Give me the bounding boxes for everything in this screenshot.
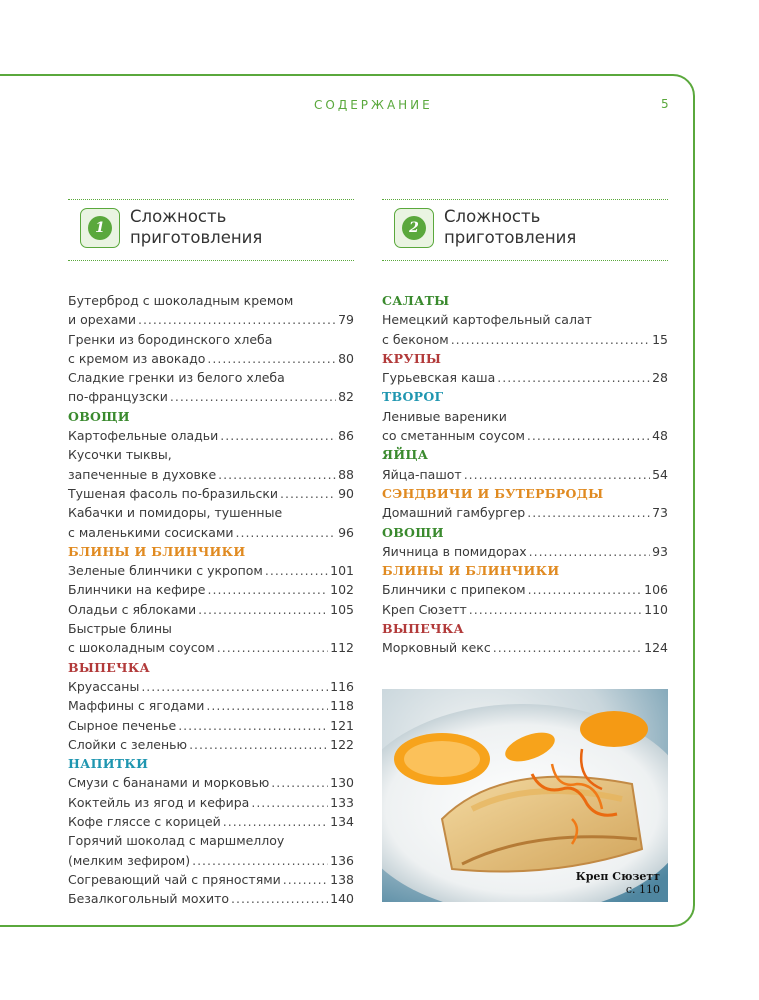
toc-entry-row [382, 600, 668, 619]
toc-entry-row [68, 561, 354, 580]
toc-entry-row [68, 638, 354, 657]
toc-right-column [382, 291, 668, 658]
toc-category-heading: ОВОЩИ [68, 408, 130, 424]
toc-entry-row [68, 523, 354, 542]
toc-entry[interactable] [68, 484, 354, 503]
dot-leader [527, 426, 650, 445]
toc-left-column [68, 291, 354, 909]
toc-entry-title: Блинчики на кефире [68, 582, 206, 598]
toc-entry[interactable] [382, 600, 668, 619]
toc-entry[interactable] [68, 812, 354, 831]
toc-entry-page: 93 [652, 543, 668, 559]
toc-entry-row [68, 716, 354, 735]
toc-entry-page: 124 [644, 640, 668, 656]
toc-entry[interactable] [382, 310, 668, 349]
toc-entry[interactable] [382, 580, 668, 599]
page-header-title: СОДЕРЖАНИЕ [314, 98, 433, 112]
toc-entry-title-line1: Быстрые блины [68, 621, 172, 637]
toc-entry-title-line1: Сладкие гренки из белого хлеба [68, 370, 285, 386]
toc-entry-row [68, 851, 354, 870]
toc-entry-row [382, 426, 668, 445]
toc-entry-row [382, 638, 668, 657]
toc-entry-row [382, 542, 668, 561]
toc-entry-page: 134 [330, 814, 354, 830]
toc-category-heading: КРУПЫ [382, 350, 442, 366]
dot-leader [236, 523, 337, 542]
toc-entry-page: 136 [330, 852, 354, 868]
toc-entry-row [68, 310, 354, 329]
dot-leader [207, 349, 336, 368]
toc-entry-page: 79 [338, 312, 354, 328]
toc-entry[interactable] [68, 889, 354, 908]
toc-entry-title: Картофельные оладьи [68, 428, 219, 444]
level-label-line2: приготовления [130, 228, 263, 247]
toc-entry-page: 90 [338, 485, 354, 501]
toc-category-heading: САЛАТЫ [382, 293, 450, 308]
toc-entry-title: Блинчики с припеком [382, 582, 526, 598]
dot-leader [464, 465, 650, 484]
dot-leader [192, 851, 328, 870]
toc-entry-title: Морковный кекс [382, 640, 491, 656]
toc-entry[interactable] [68, 503, 354, 542]
toc-entry-row [68, 465, 354, 484]
dot-leader [178, 716, 328, 735]
level-badge [394, 208, 434, 248]
toc-entry[interactable] [68, 716, 354, 735]
toc-entry-title: Зеленые блинчики с укропом [68, 563, 263, 579]
toc-category-heading: ВЫПЕЧКА [382, 621, 464, 637]
dot-leader [223, 812, 328, 831]
toc-entry-title-line1: Кусочки тыквы, [68, 447, 172, 463]
toc-entry-title: Тушеная фасоль по-бразильски [68, 485, 278, 501]
toc-entry-page: 15 [652, 331, 668, 347]
toc-entry-row [68, 793, 354, 812]
toc-entry-page: 101 [330, 563, 354, 579]
toc-entry[interactable] [382, 638, 668, 657]
toc-entry-page: 130 [330, 775, 354, 791]
dot-leader [280, 484, 336, 503]
toc-entry-row [382, 580, 668, 599]
toc-entry[interactable] [68, 831, 354, 870]
toc-entry-title: Круассаны [68, 678, 140, 694]
toc-entry-title-line1: Бутерброд с шоколадным кремом [68, 293, 294, 308]
toc-entry-row [68, 773, 354, 792]
toc-entry-title: со сметанным соусом [382, 428, 525, 444]
toc-entry[interactable] [382, 542, 668, 561]
toc-entry-row [68, 426, 354, 445]
toc-entry-title-line1: Кабачки и помидоры, тушенные [68, 505, 283, 521]
level-label [444, 206, 576, 248]
dot-leader [218, 465, 336, 484]
toc-entry-title: Коктейль из ягод и кефира [68, 794, 250, 810]
toc-entry-page: 118 [330, 698, 354, 714]
dot-leader [206, 696, 328, 715]
toc-entry-title: Кофе гляссе с корицей [68, 814, 221, 830]
recipe-photo-crepe-suzette [382, 689, 668, 902]
toc-entry-title-line1: Гренки из бородинского хлеба [68, 331, 273, 347]
toc-entry[interactable] [68, 619, 354, 658]
toc-entry-row [68, 387, 354, 406]
dot-leader [283, 870, 328, 889]
toc-entry[interactable] [68, 735, 354, 754]
toc-category-heading: СЭНДВИЧИ И БУТЕРБРОДЫ [382, 485, 604, 501]
toc-entry-page: 102 [330, 582, 354, 598]
toc-entry[interactable] [68, 426, 354, 445]
toc-entry-page: 48 [652, 428, 668, 444]
toc-entry-row [68, 600, 354, 619]
dotted-rule [382, 199, 668, 200]
toc-category-heading: ЯЙЦА [382, 447, 429, 463]
dot-leader [141, 677, 328, 696]
toc-entry-row [68, 696, 354, 715]
toc-entry-title: Домашний гамбургер [382, 505, 526, 521]
toc-entry-page: 88 [338, 466, 354, 482]
level-label-line1: Сложность [130, 207, 227, 226]
toc-entry-page: 82 [338, 389, 354, 405]
toc-category-heading: ОВОЩИ [382, 524, 444, 540]
toc-entry-row [382, 330, 668, 349]
dot-leader [493, 638, 642, 657]
toc-entry[interactable] [68, 368, 354, 407]
toc-entry[interactable] [68, 600, 354, 619]
dot-leader [271, 773, 328, 792]
toc-entry-title: Гурьевская каша [382, 370, 496, 386]
toc-entry-row [68, 349, 354, 368]
toc-entry-row [68, 677, 354, 696]
dot-leader [198, 600, 328, 619]
toc-entry[interactable] [68, 677, 354, 696]
difficulty-level-1 [68, 199, 354, 261]
toc-entry-page: 105 [330, 601, 354, 617]
toc-entry-title: Безалкогольный мохито [68, 891, 229, 907]
dot-leader [138, 310, 336, 329]
photo-caption [576, 870, 660, 896]
level-number: 2 [402, 216, 426, 240]
toc-entry-row [68, 889, 354, 908]
toc-entry-page: 133 [330, 794, 354, 810]
dot-leader [469, 600, 642, 619]
photo-caption-page: с. 110 [625, 883, 660, 896]
toc-entry-title: Оладьи с яблоками [68, 601, 197, 617]
difficulty-level-2 [382, 199, 668, 261]
dot-leader [217, 638, 328, 657]
toc-entry-row [68, 484, 354, 503]
toc-entry[interactable] [68, 870, 354, 889]
toc-entry-row [382, 503, 668, 522]
toc-entry-title-line1: Горячий шоколад с маршмеллоу [68, 833, 285, 849]
toc-entry-row [68, 812, 354, 831]
toc-entry[interactable] [68, 793, 354, 812]
toc-entry-title: и орехами [68, 312, 136, 328]
toc-entry-row [382, 368, 668, 387]
toc-entry[interactable] [68, 696, 354, 715]
toc-entry[interactable] [68, 580, 354, 599]
toc-entry-page: 86 [338, 428, 354, 444]
toc-entry-page: 110 [644, 601, 668, 617]
dot-leader [265, 561, 328, 580]
toc-entry-page: 116 [330, 678, 354, 694]
page-number: 5 [661, 97, 669, 111]
toc-entry-title-line1: Немецкий картофельный салат [382, 312, 592, 328]
toc-entry-title: по-французски [68, 389, 168, 405]
toc-entry-title: Согревающий чай с пряностями [68, 871, 281, 887]
dotted-rule [68, 199, 354, 200]
level-label [130, 206, 262, 248]
dot-leader [497, 368, 650, 387]
toc-entry-page: 122 [330, 736, 354, 752]
toc-entry[interactable] [68, 773, 354, 792]
dot-leader [251, 793, 328, 812]
photo-caption-title: Креп Сюзетт [575, 870, 660, 883]
level-badge [80, 208, 120, 248]
dotted-rule [382, 260, 668, 261]
toc-entry-row [382, 465, 668, 484]
toc-category-heading: БЛИНЫ И БЛИНЧИКИ [382, 563, 560, 579]
toc-entry-page: 73 [652, 505, 668, 521]
dot-leader [231, 889, 328, 908]
toc-entry-page: 54 [652, 466, 668, 482]
dot-leader [451, 330, 650, 349]
toc-entry[interactable] [68, 445, 354, 484]
toc-entry-title: Креп Сюзетт [382, 601, 467, 617]
dot-leader [189, 735, 328, 754]
toc-entry[interactable] [382, 503, 668, 522]
toc-entry-title: Смузи с бананами и морковью [68, 775, 270, 791]
toc-category-heading: БЛИНЫ И БЛИНЧИКИ [68, 543, 246, 559]
toc-entry-title: с шоколадным соусом [68, 640, 215, 656]
dot-leader [527, 503, 650, 522]
dot-leader [170, 387, 336, 406]
toc-entry-page: 28 [652, 370, 668, 386]
dot-leader [208, 580, 329, 599]
toc-entry-title: Слойки с зеленью [68, 736, 188, 752]
toc-entry-title: Маффины с ягодами [68, 698, 205, 714]
toc-entry[interactable] [382, 465, 668, 484]
level-number: 1 [88, 216, 112, 240]
dot-leader [529, 542, 650, 561]
toc-entry-page: 96 [338, 524, 354, 540]
toc-entry-row [68, 580, 354, 599]
toc-category-heading: НАПИТКИ [68, 756, 149, 772]
toc-entry-title: с маленькими сосисками [68, 524, 234, 540]
dotted-rule [68, 260, 354, 261]
toc-entry-title: Яичница в помидорах [382, 543, 527, 559]
level-label-line2: приготовления [444, 228, 577, 247]
toc-entry-page: 112 [330, 640, 354, 656]
toc-entry-title: Сырное печенье [68, 717, 177, 733]
toc-entry-title: (мелким зефиром) [68, 852, 191, 868]
dot-leader [220, 426, 336, 445]
toc-entry-row [68, 735, 354, 754]
toc-entry[interactable] [68, 561, 354, 580]
toc-entry-page: 121 [330, 717, 354, 733]
dot-leader [528, 580, 643, 599]
toc-entry-title: с кремом из авокадо [68, 350, 206, 366]
toc-category-heading: ТВОРОГ [382, 389, 444, 405]
toc-category-heading: ВЫПЕЧКА [68, 659, 150, 675]
toc-entry-page: 138 [330, 871, 354, 887]
toc-entry-row [68, 870, 354, 889]
toc-entry-title: с беконом [382, 331, 449, 347]
toc-entry[interactable] [382, 368, 668, 387]
toc-entry-page: 106 [644, 582, 668, 598]
toc-entry[interactable] [68, 291, 354, 330]
toc-entry-page: 140 [330, 891, 354, 907]
toc-entry[interactable] [382, 407, 668, 446]
toc-entry-title: запеченные в духовке [68, 466, 217, 482]
toc-entry-title-line1: Ленивые вареники [382, 408, 507, 424]
level-label-line1: Сложность [444, 207, 541, 226]
toc-entry-title: Яйца-пашот [382, 466, 462, 482]
toc-entry-page: 80 [338, 350, 354, 366]
toc-entry[interactable] [68, 330, 354, 369]
